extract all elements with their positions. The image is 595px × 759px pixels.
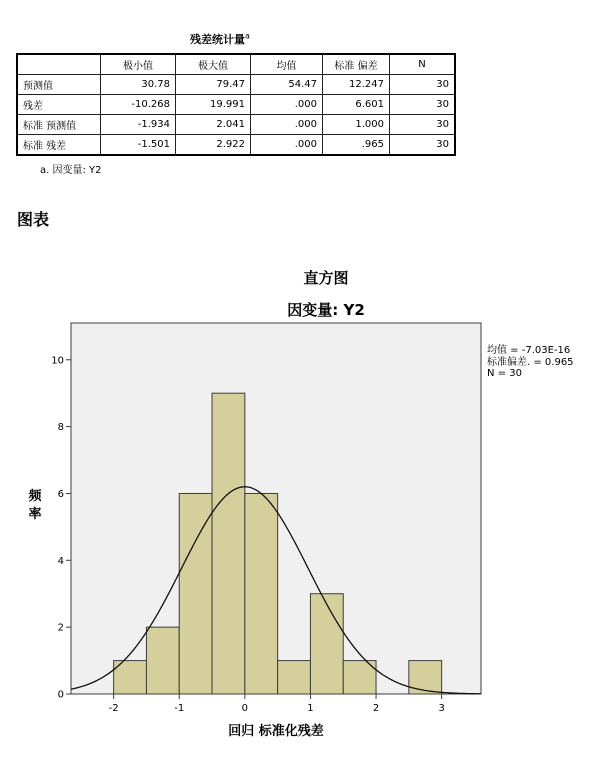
- row-label: 标准 预测值: [17, 115, 101, 135]
- table-title-footnote-mark: a: [245, 31, 250, 41]
- y-tick-label: 6: [57, 488, 64, 500]
- cell: 1.000: [323, 115, 390, 135]
- cell: 79.47: [176, 75, 251, 95]
- y-tick-label: 10: [51, 355, 64, 367]
- header-cell-max: 极大值: [176, 54, 251, 75]
- header-cell-min: 极小值: [101, 54, 176, 75]
- y-tick-label: 4: [57, 555, 64, 567]
- cell: -10.268: [101, 95, 176, 115]
- legend-mean: 均值 = -7.03E-16: [487, 345, 571, 356]
- histogram-bar: [179, 493, 212, 694]
- histogram-bar: [212, 393, 245, 694]
- cell: 2.922: [176, 135, 251, 156]
- table-title-text: 残差统计量: [190, 33, 246, 46]
- cell: 12.247: [323, 75, 390, 95]
- cell: 6.601: [323, 95, 390, 115]
- cell: 30.78: [101, 75, 176, 95]
- cell: 54.47: [251, 75, 323, 95]
- header-cell-mean: 均值: [251, 54, 323, 75]
- y-tick-label: 8: [57, 422, 64, 434]
- y-axis-label-char: 率: [28, 507, 42, 522]
- row-label: 预测值: [17, 75, 101, 95]
- y-axis: [51, 355, 71, 700]
- cell: .000: [251, 95, 323, 115]
- cell: -1.501: [101, 135, 176, 156]
- x-tick-label: -2: [108, 703, 119, 714]
- header-cell-n: N: [390, 54, 456, 75]
- histogram-bar: [245, 493, 278, 694]
- section-title: 图表: [17, 210, 50, 229]
- y-tick-label: 2: [57, 622, 64, 634]
- row-label: 残差: [17, 95, 101, 115]
- legend-sd: 标准偏差. = 0.965: [487, 357, 574, 368]
- row-label: 标准 残差: [17, 135, 101, 156]
- x-tick-label: -1: [174, 703, 185, 714]
- histogram-bar: [310, 594, 343, 694]
- cell: 30: [390, 95, 456, 115]
- histogram-bar: [409, 661, 442, 694]
- legend: [487, 343, 574, 379]
- histogram-bar: [146, 627, 179, 694]
- x-axis: [109, 694, 445, 714]
- cell: 30: [390, 135, 456, 156]
- cell: 30: [390, 75, 456, 95]
- cell: 2.041: [176, 115, 251, 135]
- cell: .000: [251, 135, 323, 156]
- histogram-bar: [278, 661, 311, 694]
- y-axis-label-char: 频: [28, 489, 42, 504]
- cell: .965: [323, 135, 390, 156]
- table-footnote: a. 因变量: Y2: [40, 165, 102, 176]
- chart-title: 直方图: [303, 269, 349, 287]
- legend-n: N = 30: [487, 368, 522, 379]
- x-tick-label: 0: [241, 703, 249, 714]
- x-tick-label: 1: [307, 703, 314, 714]
- header-cell-sd: 标准 偏差: [323, 54, 390, 75]
- cell: 30: [390, 115, 456, 135]
- x-tick-label: 3: [438, 703, 445, 714]
- chart-subtitle: 因变量: Y2: [287, 301, 365, 319]
- cell: 19.991: [176, 95, 251, 115]
- y-tick-label: 0: [57, 689, 64, 701]
- x-axis-label: 回归 标准化残差: [228, 724, 324, 739]
- cell: .000: [251, 115, 323, 135]
- cell: -1.934: [101, 115, 176, 135]
- x-tick-label: 2: [372, 703, 380, 714]
